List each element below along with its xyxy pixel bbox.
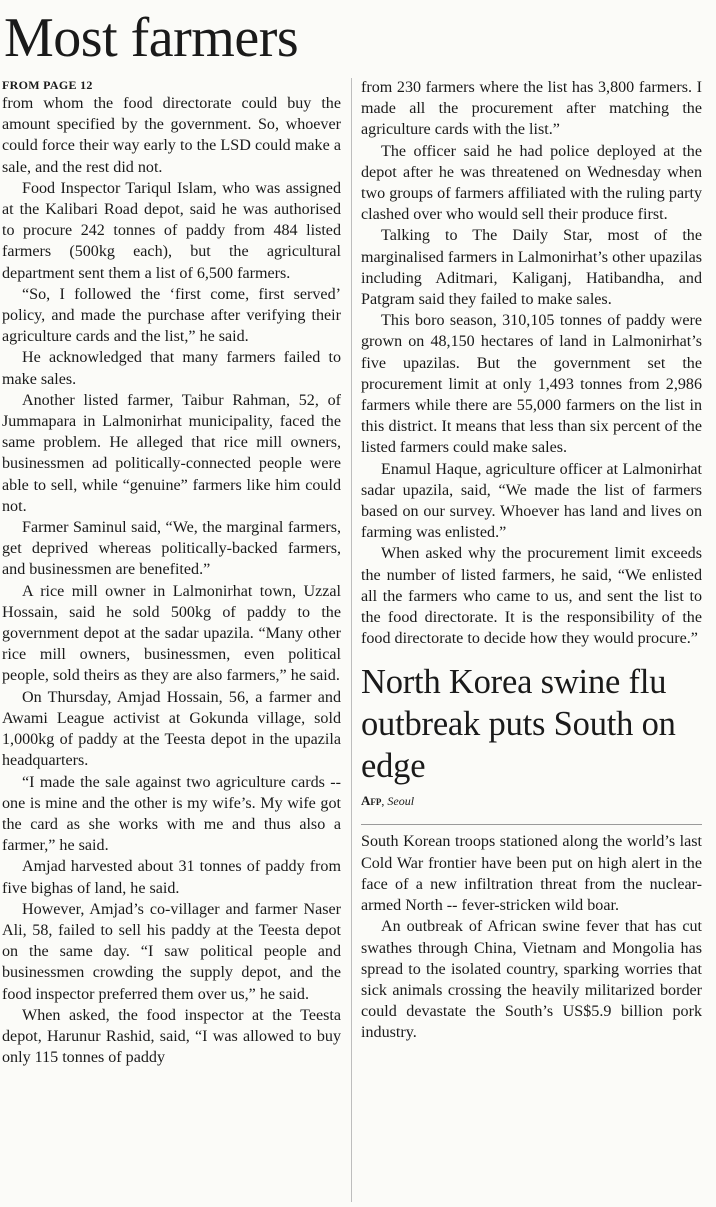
story-paragraph: An outbreak of African swine fever that has cut swathes through China, Vietnam and Mongolia has spread to the isolated country, sparking worries that sick animals crossing the heavily militarized border could devastate the South’s US$5.9 billion pork industry. — [361, 918, 702, 1042]
second-story-headline: North Korea swine flu outbreak puts South on edge — [361, 663, 676, 786]
story-paragraph: Farmer Saminul said, “We, the marginal farmers, get deprived whereas politically-backed farmers, and businessmen are benefited.” — [2, 519, 341, 579]
column-divider — [351, 78, 352, 1202]
story-paragraph: South Korean troops stationed along the world’s last Cold War frontier have been put on high alert in the face of a new infiltration threat from the nuclear-armed North -- fever-stricken wild boar. — [361, 833, 702, 915]
story-paragraph: This boro season, 310,105 tonnes of paddy were grown on 48,150 hectares of land in Lalmonirhat’s five upazilas. But the government set the procurement limit at only 1,493 tonnes from 2,986 farmers while there are 55,000 farmers on the list in this district. It means that less than six percent of the listed farmers could make sales. — [361, 312, 702, 457]
story-paragraph: “So, I followed the ‘first come, first served’ policy, and made the purchase after verifying their agriculture cards and the list,” he said. — [2, 285, 341, 346]
story-paragraph: Amjad harvested about 31 tonnes of paddy from five bighas of land, he said. — [2, 858, 341, 897]
story-paragraph: He acknowledged that many farmers failed to make sales. — [2, 349, 341, 388]
byline — [361, 793, 702, 809]
byline-rule — [361, 824, 702, 825]
story-paragraph: On Thursday, Amjad Hossain, 56, a farmer and Awami League activist at Gokunda village, sold 1,000kg of paddy at the Teesta depot in the upazila headquarters. — [2, 688, 341, 770]
story-paragraph: When asked why the procurement limit exceeds the number of listed farmers, he said, “We enlisted all the farmers who came to us, and sent the list to the food directorate. It is the responsibility of the food directorate to decide how they would procure.” — [361, 545, 702, 648]
story-paragraph: from 230 farmers where the list has 3,800 farmers. I made all the procurement after matching the agriculture cards with the list.” — [361, 79, 702, 139]
story-paragraph: from whom the food directorate could buy the amount specified by the government. So, whoever could force their way early to the LSD could make a sale, and the rest did not. — [2, 95, 341, 176]
story-paragraph: When asked, the food inspector at the Teesta depot, Harunur Rashid, said, “I was allowed to buy only 115 tonnes of paddy — [2, 1006, 341, 1067]
story-left-column — [2, 77, 341, 1068]
story-paragraph: “I made the sale against two agriculture cards -- one is mine and the other is my wife’s. My wife got the card as she works with me and thus also a farmer,” he said. — [2, 773, 341, 855]
story-paragraph: The officer said he had police deployed at the depot after he was threatened on Wednesday when two groups of farmers affiliated with the ruling party clashed over who would sell their produce first. — [361, 142, 702, 224]
story-paragraph: Enamul Haque, agriculture officer at Lalmonirhat sadar upazila, said, “We made the list of farmers based on our survey. Whoever has land and lives on farming was enlisted.” — [361, 460, 702, 542]
story-right-column — [361, 77, 702, 1044]
byline-city: Seoul — [387, 794, 415, 809]
story-paragraph: A rice mill owner in Lalmonirhat town, Uzzal Hossain, said he sold 500kg of paddy to the government depot at the sadar upazila. “Many other rice mill owners, businessmen, even political people, sold theirs as they are also farmers,” he said. — [2, 582, 341, 685]
story-paragraph: However, Amjad’s co-villager and farmer Naser Ali, 58, failed to sell his paddy at the Teesta depot on the same day. “I saw political people and businessmen crowding the supply depot, and the food inspector preferred them over us,” he said. — [2, 900, 341, 1003]
story-paragraph: Food Inspector Tariqul Islam, who was assigned at the Kalibari Road depot, said he was authorised to procure 242 tonnes of paddy from 484 listed farmers (500kg each), but the agricultural department sent them a list of 6,500 farmers. — [2, 179, 341, 282]
story-paragraph: Talking to The Daily Star, most of the marginalised farmers in Lalmonirhat’s other upazilas including Aditmari, Kaliganj, Hatibandha, and Patgram said they failed to make sales. — [361, 227, 702, 309]
jump-line: FROM PAGE 12 — [2, 78, 93, 92]
story-paragraph: Another listed farmer, Taibur Rahman, 52, of Jummapara in Lalmonirhat municipality, faced the same problem. He alleged that rice mill owners, businessmen ad politically-connected people were able to sell, while “genuine” farmers like him could not. — [2, 391, 341, 515]
page-headline: Most farmers — [4, 7, 299, 69]
byline-agency: Afp — [361, 793, 382, 809]
byline-separator: , — [381, 794, 388, 809]
